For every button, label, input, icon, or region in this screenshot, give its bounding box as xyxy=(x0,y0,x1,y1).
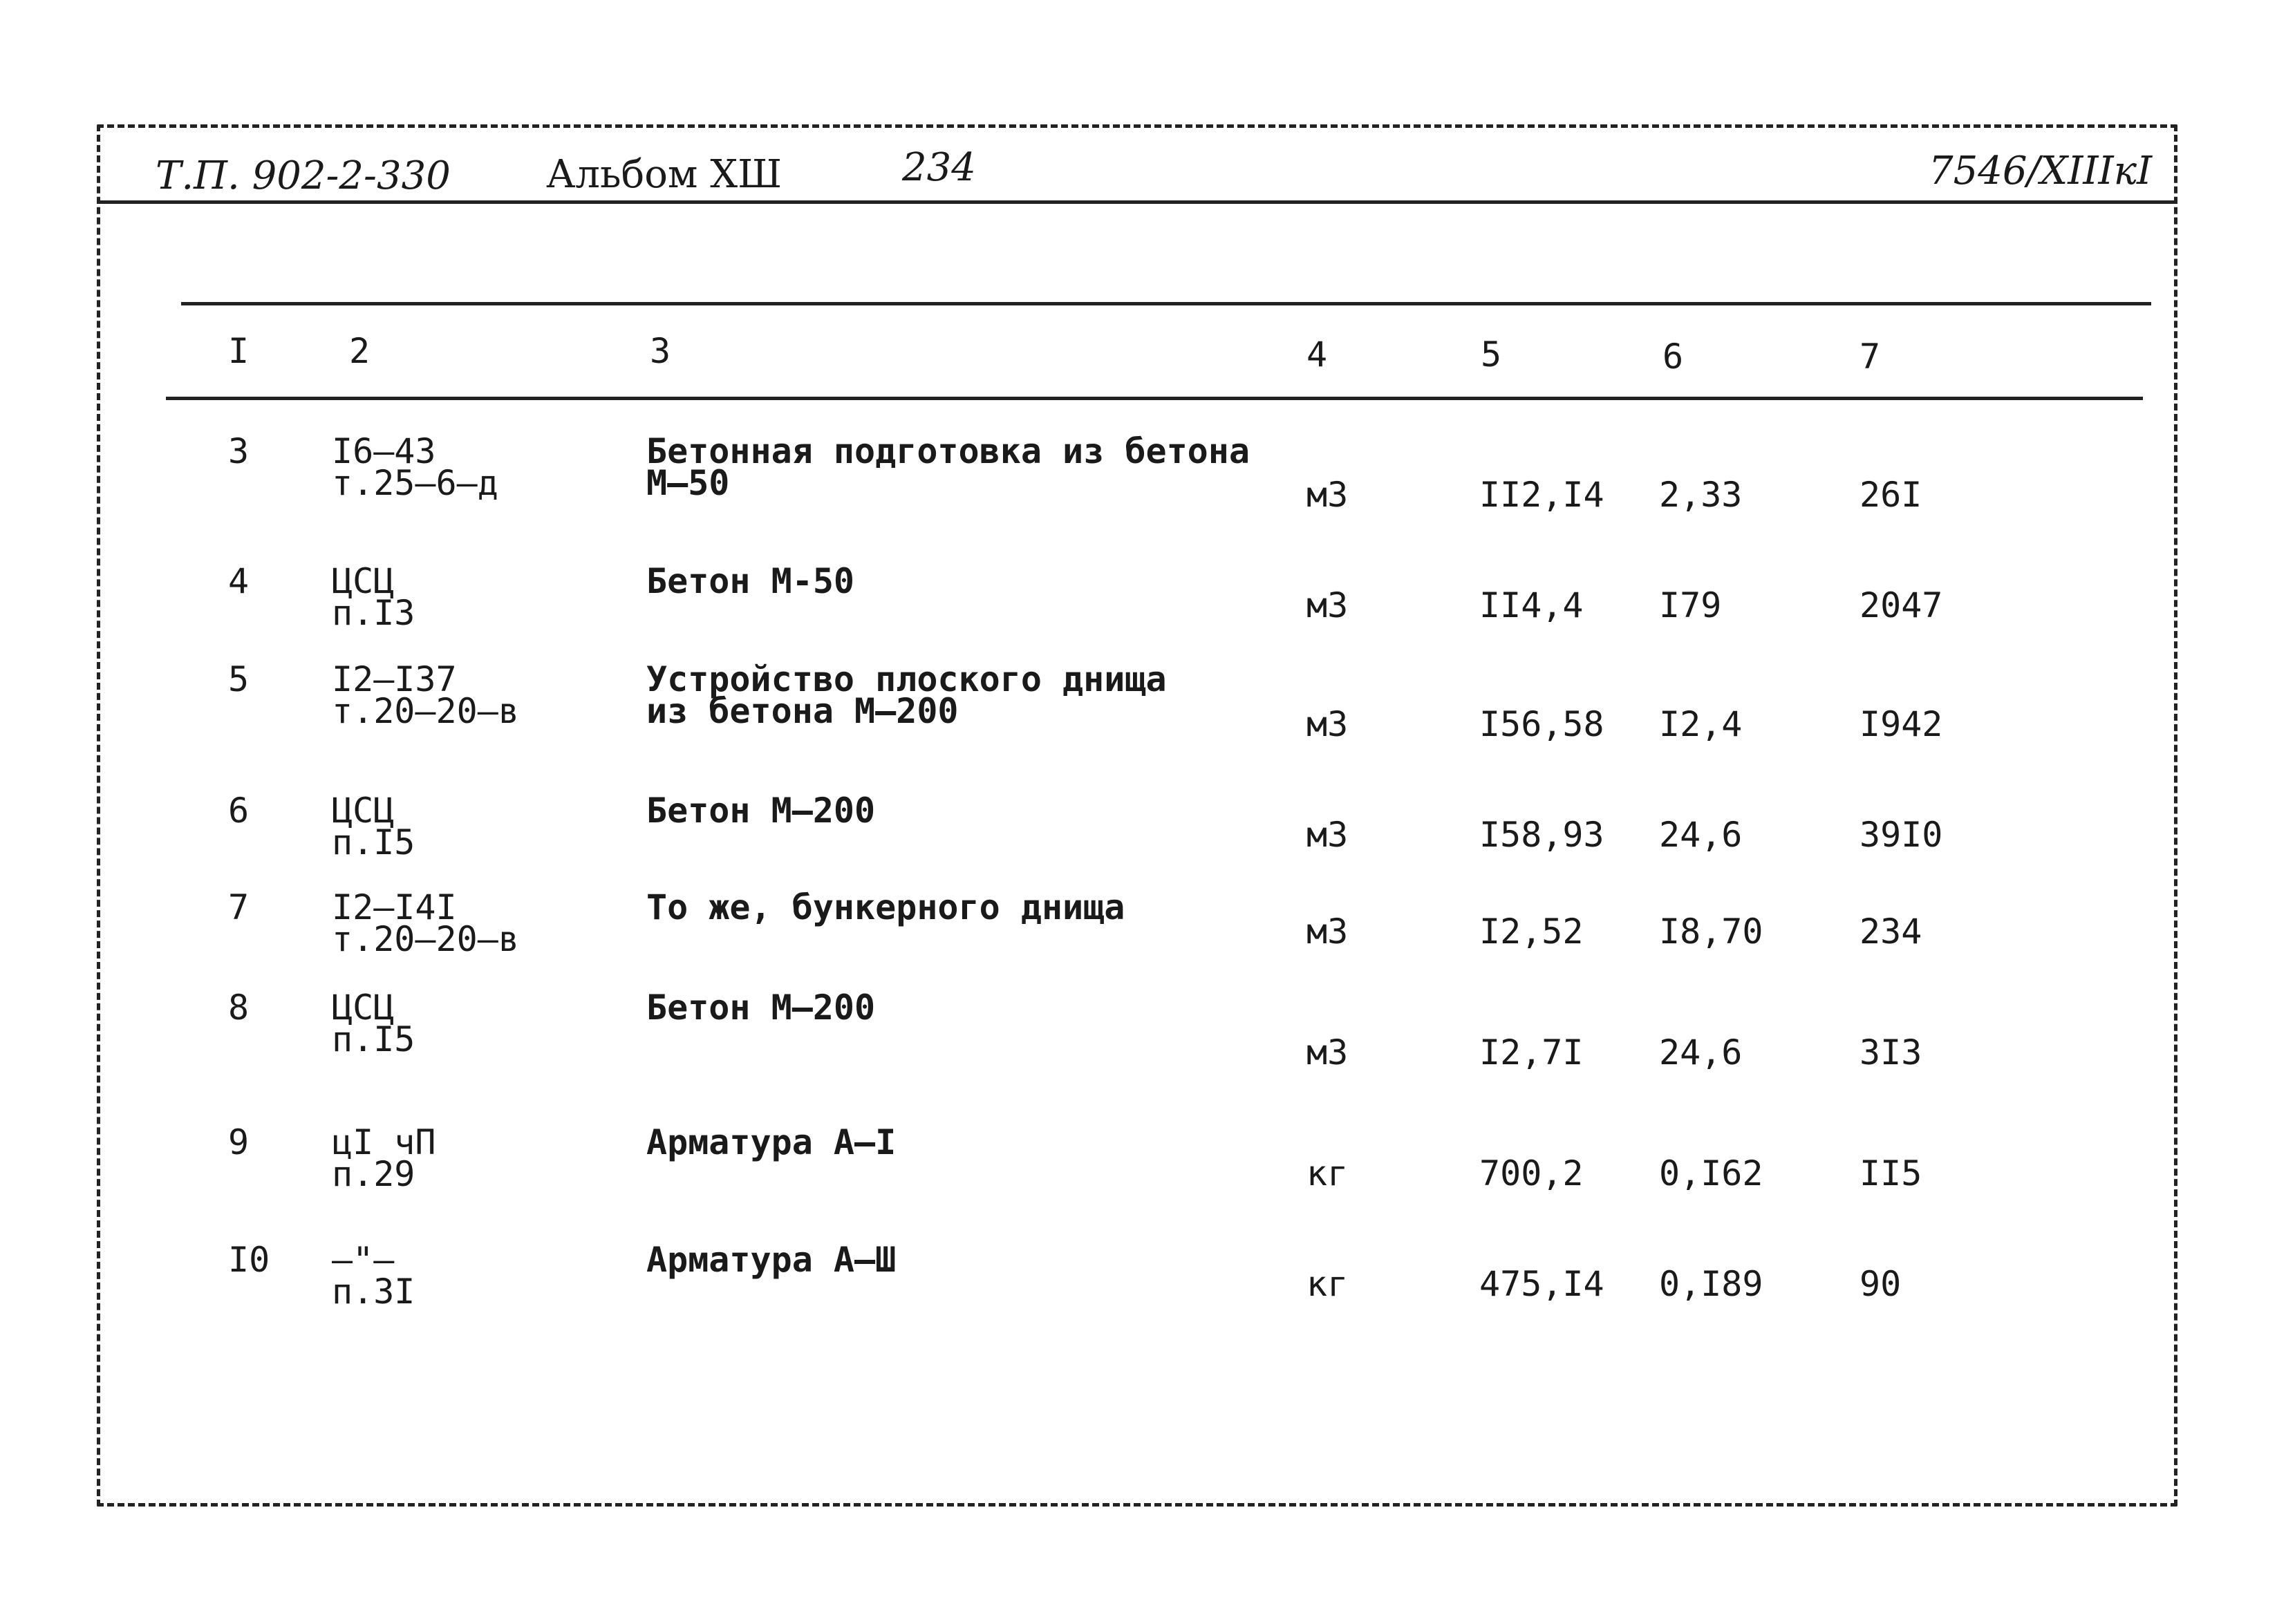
total-cell: 39I0 xyxy=(1859,815,1943,855)
norm-code: –"– xyxy=(332,1240,395,1280)
unit-price-cell: I79 xyxy=(1659,585,1722,625)
unit-price-cell: I2,4 xyxy=(1659,704,1743,744)
column-header: 7 xyxy=(1859,337,1881,377)
total-cell: I942 xyxy=(1859,704,1943,744)
row-number: 4 xyxy=(228,561,250,601)
work-description: Устройство плоского днища xyxy=(646,659,1167,699)
norm-code: I6–43 xyxy=(332,431,436,471)
work-description-continued: М–50 xyxy=(646,463,730,503)
norm-code: I2–I4I xyxy=(332,887,457,927)
table-header-rule xyxy=(166,397,2143,400)
column-header: 4 xyxy=(1306,334,1328,375)
quantity-cell: I2,7I xyxy=(1479,1032,1584,1073)
column-header: 2 xyxy=(349,331,371,371)
unit-cell: кг xyxy=(1306,1153,1349,1193)
quantity-cell: I2,52 xyxy=(1479,912,1584,952)
reference-code: 7546/XIIIкI xyxy=(1929,149,2153,193)
norm-reference: п.I5 xyxy=(332,1019,415,1059)
column-header: 5 xyxy=(1481,334,1502,375)
work-description: Арматура А–Ш xyxy=(646,1240,897,1280)
document-code: Т.П. 902-2-330 xyxy=(156,153,451,198)
row-number: 9 xyxy=(228,1122,250,1162)
work-description: Бетон М–200 xyxy=(646,988,876,1028)
row-number: 3 xyxy=(228,431,250,471)
row-number: 5 xyxy=(228,659,250,699)
unit-price-cell: 24,6 xyxy=(1659,815,1743,855)
unit-price-cell: I8,70 xyxy=(1659,912,1763,952)
work-description-continued: из бетона М–200 xyxy=(646,691,959,731)
quantity-cell: 475,I4 xyxy=(1479,1264,1604,1304)
unit-price-cell: 0,I62 xyxy=(1659,1153,1763,1193)
unit-price-cell: 24,6 xyxy=(1659,1032,1743,1073)
work-description: Арматура А–I xyxy=(646,1122,897,1162)
quantity-cell: II4,4 xyxy=(1479,585,1584,625)
unit-price-cell: 2,33 xyxy=(1659,475,1743,515)
quantity-cell: I56,58 xyxy=(1479,704,1604,744)
unit-cell: м3 xyxy=(1306,704,1349,744)
row-number: I0 xyxy=(228,1240,270,1280)
page-number: 234 xyxy=(902,145,976,190)
norm-reference: п.I3 xyxy=(332,593,415,633)
norm-reference: п.29 xyxy=(332,1154,415,1194)
unit-cell: м3 xyxy=(1306,1032,1349,1073)
norm-code: цI чП xyxy=(332,1122,436,1162)
unit-cell: м3 xyxy=(1306,815,1349,855)
work-description: То же, бункерного днища xyxy=(646,887,1125,927)
unit-cell: м3 xyxy=(1306,912,1349,952)
work-description: Бетон М-50 xyxy=(646,561,855,601)
unit-cell: м3 xyxy=(1306,475,1349,515)
norm-code: ЦСЦ xyxy=(332,561,395,601)
total-cell: 2047 xyxy=(1859,585,1943,625)
total-cell: 234 xyxy=(1859,912,1922,952)
norm-code: ЦСЦ xyxy=(332,791,395,831)
total-cell: II5 xyxy=(1859,1153,1922,1193)
norm-reference: т.20–20–в xyxy=(332,691,519,731)
row-number: 8 xyxy=(228,988,250,1028)
column-header: I xyxy=(228,331,250,371)
quantity-cell: II2,I4 xyxy=(1479,475,1604,515)
norm-code: I2–I37 xyxy=(332,659,457,699)
total-cell: 3I3 xyxy=(1859,1032,1922,1073)
norm-reference: т.20–20–в xyxy=(332,919,519,959)
header-divider xyxy=(97,200,2177,204)
work-description: Бетонная подготовка из бетона xyxy=(646,431,1250,471)
work-description: Бетон М–200 xyxy=(646,791,876,831)
total-cell: 90 xyxy=(1859,1264,1902,1304)
row-number: 7 xyxy=(228,887,250,927)
row-number: 6 xyxy=(228,791,250,831)
column-header: 6 xyxy=(1662,337,1684,377)
norm-reference: п.I5 xyxy=(332,822,415,862)
norm-reference: п.3I xyxy=(332,1272,415,1312)
norm-code: ЦСЦ xyxy=(332,988,395,1028)
norm-reference: т.25–6–д xyxy=(332,463,498,503)
unit-cell: кг xyxy=(1306,1264,1349,1304)
quantity-cell: 700,2 xyxy=(1479,1153,1584,1193)
quantity-cell: I58,93 xyxy=(1479,815,1604,855)
table-top-rule xyxy=(181,302,2151,305)
album-label: Альбом XШ xyxy=(546,152,783,197)
unit-price-cell: 0,I89 xyxy=(1659,1264,1763,1304)
total-cell: 26I xyxy=(1859,475,1922,515)
column-header: 3 xyxy=(650,331,671,371)
unit-cell: м3 xyxy=(1306,585,1349,625)
